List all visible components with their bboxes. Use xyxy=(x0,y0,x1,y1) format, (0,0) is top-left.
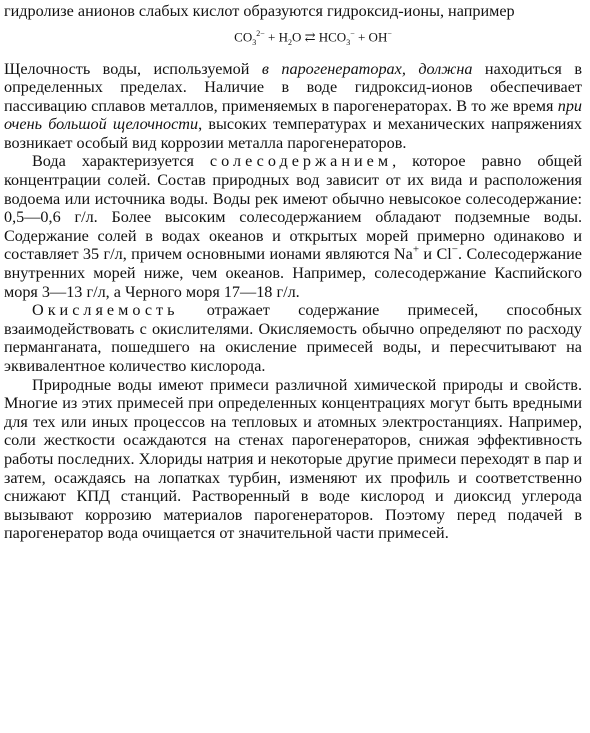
formula-co3-sub: 3 xyxy=(252,37,257,47)
p1-emphasis-a: в парогенераторах, должна xyxy=(261,59,473,78)
paragraph-oxidizability xyxy=(4,301,582,375)
paragraph-impurities: Природные воды имеют примеси различной химической природы и свойств. Многие из этих примесей при определенных концентрациях могут быть вредными для тех или иных процессов на тепловых и атомных электростанциях. Например, соли жесткости осаждаются на стенах парогенераторов, снижая эффективность работы последних. Хлориды натрия и некоторые другие примеси переходят в пар и затем, осаждаясь на лопатках турбин, изменяют их профиль и соответственно снижают КПД станций. Растворенный в воде кислород и диоксид углерода вызывают коррозию материалов парогенераторов. Поэтому перед подачей в парогенератор вода очищается от значительной части примесей. xyxy=(4,375,582,543)
paragraph-alkalinity xyxy=(4,60,582,153)
chloride-charge: − xyxy=(451,244,458,257)
formula-hco3-sup: − xyxy=(350,28,355,38)
formula-h2o-sub: 2 xyxy=(287,37,292,47)
formula-oh: + OH xyxy=(354,28,388,44)
formula-co3-sup: 2− xyxy=(256,28,265,38)
p2-text-d: . Солесодержание внутренних морей ниже, чем океанов. Например, солесодержание Каспийского моря 3—13 г/л, а Черного моря 17—18 г/л. xyxy=(4,245,582,301)
p2-text-c: и Cl xyxy=(419,245,452,264)
term-oxidizability: Окисляемость xyxy=(32,301,179,320)
sodium-charge: + xyxy=(412,244,420,257)
term-salinity: солесодержанием xyxy=(209,152,393,171)
hydrolysis-equation xyxy=(4,25,582,52)
formula-co3: CO xyxy=(234,28,253,44)
p1-text-e: , высоких температурах и механических напряжениях возникает особый вид коррозии металла парогенераторов. xyxy=(4,115,582,152)
paragraph-salinity xyxy=(4,152,582,301)
p1-text-a: Щелочность воды, используемой xyxy=(4,59,262,78)
formula-h2o-rest: O ⇄ HCO xyxy=(291,28,347,44)
p3-text-a: отражает содержание примесей, способных взаимодействовать с окислителями. Окисляемость обычно определяют по расходу перманганата, пошедшего на окисление примесей воды, и пересчитывают на эквивалентное количество кислорода. xyxy=(4,301,582,376)
intro-line: гидролизе анионов слабых кислот образуются гидроксид-ионы, например xyxy=(4,2,515,20)
p1-text-c: находиться в определенных пределах. Наличие в воде гидроксид-ионов обеспечивает пассивацию сплавов металлов, применяемых в парогенераторах. В то же время xyxy=(4,59,582,115)
p2-text-a: Вода характеризуется xyxy=(32,152,210,171)
p1-emphasis-b: при очень большой щелочности xyxy=(4,96,582,134)
p2-text-b: , которое равно общей концентрации солей. Состав природных вод зависит от их вида и расположения водоема или источника воды. Воды рек имеют обычно невысокое солесодержание: 0,5—0,6 г/л. Более высоким солесодержанием обладают подземные воды. Содержание солей в водах океанов и открытых морей примерно одинаково и составляет 35 г/л, причем основными ионами являются Na xyxy=(4,152,582,264)
formula-oh-sup: − xyxy=(387,28,392,38)
formula-plus-h2o: + H xyxy=(264,28,288,44)
formula-hco3-sub: 3 xyxy=(346,37,351,47)
